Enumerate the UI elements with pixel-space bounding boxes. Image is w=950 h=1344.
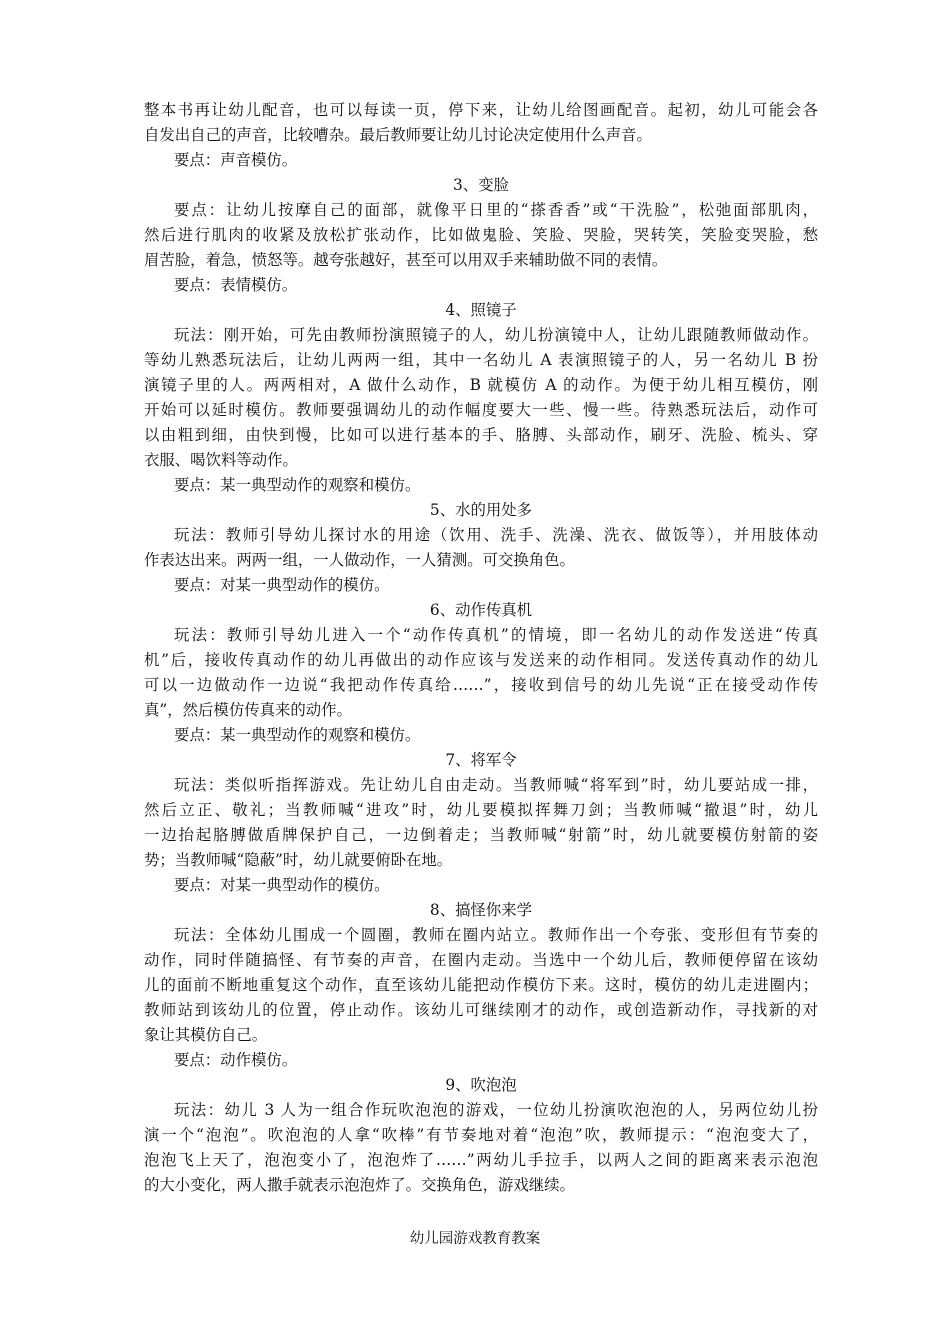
section-heading: 4、照镜子: [445, 301, 517, 319]
text-line: 玩法：幼儿 3 人为一组合作玩吹泡泡的游戏，一位幼儿扮演吹泡泡的人，另两位幼儿扮: [174, 1101, 818, 1119]
text-line: 儿的面前不断地重复这个动作，直至该幼儿能把动作模仿下来。这时，模仿的幼儿走进圈内；: [144, 976, 818, 994]
text-line: 机”后，接收传真动作的幼儿再做出的动作应该与发送来的动作相同。发送传真动作的幼儿: [144, 651, 818, 669]
text-line: 玩法：教师引导幼儿探讨水的用途（饮用、洗手、洗澡、洗衣、做饭等），并用肢体动: [174, 526, 818, 544]
text-line: 象让其模仿自己。: [144, 1026, 268, 1044]
text-line: 以由粗到细，由快到慢，比如可以进行基本的手、胳膊、头部动作，刷牙、洗脸、梳头、穿: [144, 426, 818, 444]
text-line: 要点：对某一典型动作的模仿。: [174, 576, 390, 594]
text-line: 要点：声音模仿。: [174, 151, 298, 169]
text-line: 教师站到该幼儿的位置，停止动作。该幼儿可继续刚才的动作，或创造新动作，寻找新的对: [144, 1001, 818, 1019]
text-line: 然后立正、敬礼；当教师喊“进攻”时，幼儿要模拟挥舞刀剑；当教师喊“撤退”时，幼儿: [144, 801, 818, 819]
text-line: 演一个“泡泡”。吹泡泡的人拿“吹棒”有节奏地对着“泡泡”吹，教师提示：“泡泡变大了，: [144, 1126, 818, 1144]
text-line: 玩法：刚开始，可先由教师扮演照镜子的人，幼儿扮演镜中人，让幼儿跟随教师做动作。: [174, 326, 818, 344]
text-line: 玩法：教师引导幼儿进入一个“动作传真机”的情境，即一名幼儿的动作发送进“传真: [174, 626, 818, 644]
text-line: 等幼儿熟悉玩法后，让幼儿两两一组，其中一名幼儿 A 表演照镜子的人，另一名幼儿 B 扮: [144, 351, 818, 369]
text-line: 玩法：类似听指挥游戏。先让幼儿自由走动。当教师喊“将军到”时，幼儿要站成一排，: [174, 776, 818, 794]
section-heading: 8、搞怪你来学: [429, 901, 533, 919]
section-heading: 6、动作传真机: [429, 601, 533, 619]
text-line: 要点：表情模仿。: [174, 276, 298, 294]
text-line: 自发出自己的声音，比较嘈杂。最后教师要让幼儿讨论决定使用什么声音。: [144, 126, 652, 144]
text-line: 演镜子里的人。两两相对，A 做什么动作，B 就模仿 A 的动作。为便于幼儿相互模仿，刚: [144, 376, 818, 394]
text-line: 真”，然后模仿传真来的动作。: [144, 701, 352, 719]
text-line: 可以一边做动作一边说“我把动作传真给……”，接收到信号的幼儿先说“正在接受动作传: [144, 676, 818, 694]
section-heading: 9、吹泡泡: [445, 1076, 517, 1094]
text-line: 势；当教师喊“隐蔽”时，幼儿就要俯卧在地。: [144, 851, 453, 869]
text-line: 开始可以延时模仿。教师要强调幼儿的动作幅度要大一些、慢一些。待熟悉玩法后，动作可: [144, 401, 818, 419]
section-heading: 7、将军令: [445, 751, 517, 769]
text-line: 整本书再让幼儿配音，也可以每读一页，停下来，让幼儿给图画配音。起初，幼儿可能会各: [144, 101, 818, 119]
section-heading: 3、变脸: [453, 176, 509, 194]
text-line: 眉苦脸，着急，愤怒等。越夸张越好，甚至可以用双手来辅助做不同的表情。: [144, 251, 668, 269]
text-line: 要点：对某一典型动作的模仿。: [174, 876, 390, 894]
text-line: 泡泡飞上天了，泡泡变小了，泡泡炸了……”两幼儿手拉手，以两人之间的距离来表示泡泡: [144, 1151, 818, 1169]
text-line: 要点：让幼儿按摩自己的面部，就像平日里的“搽香香”或“干洗脸”，松弛面部肌肉，: [174, 201, 818, 219]
text-line: 要点：某一典型动作的观察和模仿。: [174, 476, 421, 494]
text-line: 衣服、喝饮料等动作。: [144, 451, 298, 469]
text-line: 一边抬起胳膊做盾牌保护自己，一边倒着走；当教师喊“射箭”时，幼儿就要模仿射箭的姿: [144, 826, 818, 844]
text-line: 然后进行肌肉的收紧及放松扩张动作，比如做鬼脸、笑脸、哭脸，哭转笑，笑脸变哭脸，愁: [144, 226, 818, 244]
document-body: [144, 98, 818, 1198]
text-line: 玩法：全体幼儿围成一个圆圈，教师在圈内站立。教师作出一个夸张、变形但有节奏的: [174, 926, 818, 944]
text-line: 要点：某一典型动作的观察和模仿。: [174, 726, 421, 744]
section-heading: 5、水的用处多: [429, 501, 533, 519]
text-line: 的大小变化，两人撒手就表示泡泡炸了。交换角色，游戏继续。: [144, 1176, 575, 1194]
text-line: 要点：动作模仿。: [174, 1051, 298, 1069]
page-footer: 幼儿园游戏教育教案: [409, 1231, 541, 1247]
text-line: 作表达出来。两两一组，一人做动作，一人猜测。可交换角色。: [144, 551, 575, 569]
text-line: 动作，同时伴随搞怪、有节奏的声音，在圈内走动。当选中一个幼儿后，教师便停留在该幼: [144, 951, 818, 969]
